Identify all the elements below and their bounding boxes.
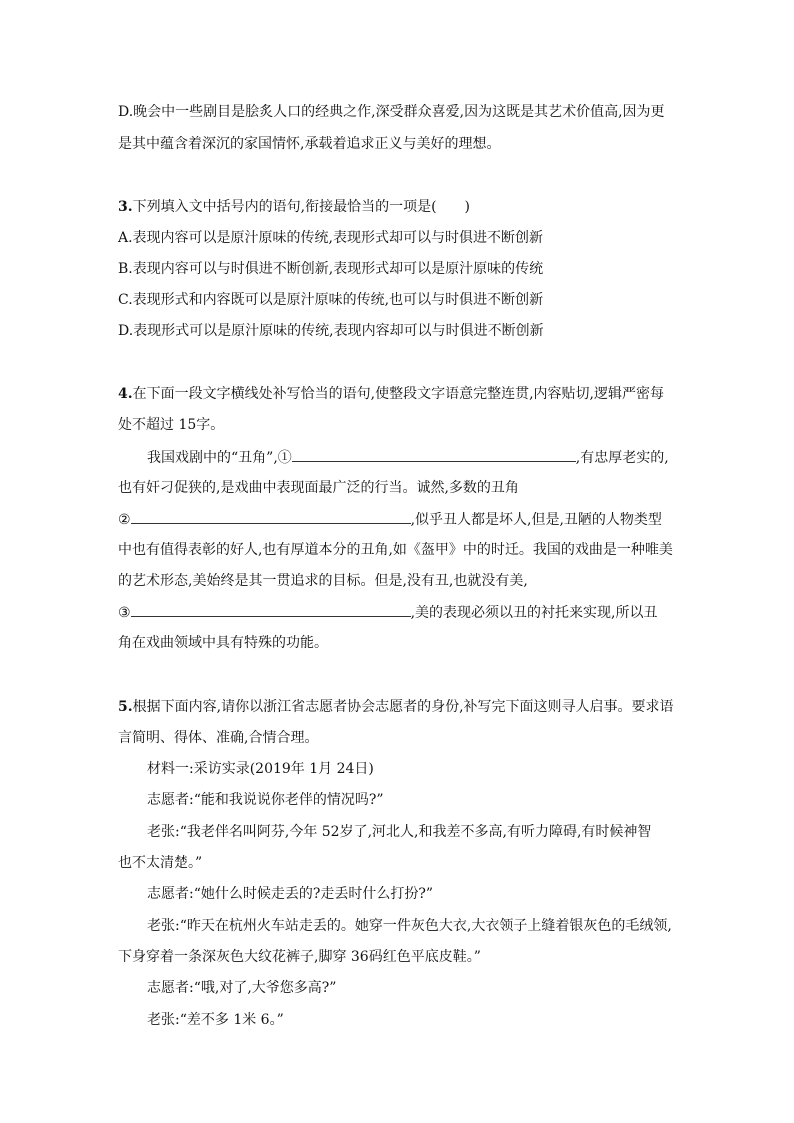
passage-line-2: 也有奸刁促狭的,是戏曲中表现面最广泛的行当。诚然,多数的丑角 <box>118 480 519 496</box>
dialogue-line: 老张:“我老伴名叫阿芬,今年 52岁了,河北人,和我差不多高,有听力障碍,有时候神智 <box>147 824 652 840</box>
material-heading: 材料一:采访实录(2019年 1月 24日) <box>147 761 374 777</box>
question-4-stem-2: 处不超过 15字。 <box>118 417 225 433</box>
passage-text: ,有忠厚老实的, <box>575 450 669 466</box>
dialogue-line: 老张:“差不多 1米 6。” <box>147 1012 284 1028</box>
question-stem: 根据下面内容,请你以浙江省志愿者协会志愿者的身份,补写完下面这则寻人启事。要求语 <box>132 699 674 715</box>
passage-line-6 <box>118 603 657 622</box>
passage-line-4: 中也有值得表彰的好人,也有厚道本分的丑角,如《盔甲》中的时迁。我国的戏曲是一种唯美 <box>118 542 673 558</box>
passage-line-7: 角在戏曲领域中具有特殊的功能。 <box>118 635 328 651</box>
passage-text: ② <box>118 512 131 528</box>
option-b: B.表现内容可以与时俱进不断创新,表现形式却可以是原汁原味的传统 <box>118 261 544 277</box>
dialogue-line: 志愿者:“哦,对了,大爷您多高?” <box>147 980 337 996</box>
answer-blank-2[interactable] <box>131 510 411 524</box>
dialogue-line: 下身穿着一条深灰色大纹花裤子,脚穿 36码红色平底皮鞋。” <box>118 949 481 965</box>
passage-line-5: 的艺术形态,美始终是其一贯追求的目标。但是,没有丑,也就没有美, <box>118 573 528 589</box>
question-3-stem <box>118 198 470 216</box>
option-d-line-1: D.晚会中一些剧目是脍炙人口的经典之作,深受群众喜爱,因为这既是其艺术价值高,因为更 <box>118 104 665 120</box>
answer-blank-1[interactable] <box>292 448 576 462</box>
question-number: 5. <box>118 699 133 715</box>
question-4-stem-1 <box>118 385 664 403</box>
option-a: A.表现内容可以是原汁原味的传统,表现形式却可以与时俱进不断创新 <box>118 230 544 246</box>
question-5-stem-1 <box>118 698 674 716</box>
passage-text: ③ <box>118 605 131 621</box>
passage-text: ,似乎丑人都是坏人,但是,丑陋的人物类型 <box>410 512 662 528</box>
passage-text: 我国戏剧中的“丑角”,① <box>147 450 292 466</box>
option-d: D.表现形式可以是原汁原味的传统,表现内容却可以与时俱进不断创新 <box>118 323 544 339</box>
question-5-stem-2: 言简明、得体、准确,合情合理。 <box>118 730 319 746</box>
passage-line-1 <box>147 448 669 467</box>
question-stem: 在下面一段文字横线处补写恰当的语句,使整段文字语意完整连贯,内容贴切,逻辑严密每 <box>132 386 664 402</box>
dialogue-line: 志愿者:“她什么时候走丢的?走丢时什么打扮?” <box>147 886 434 902</box>
passage-line-3 <box>118 510 662 529</box>
answer-blank-3[interactable] <box>131 603 411 617</box>
question-number: 3. <box>118 199 133 215</box>
option-d-line-2: 是其中蕴含着深沉的家国情怀,承载着追求正义与美好的理想。 <box>118 136 501 152</box>
option-c: C.表现形式和内容既可以是原汁原味的传统,也可以与时俱进不断创新 <box>118 292 544 308</box>
passage-text: ,美的表现必须以丑的衬托来实现,所以丑 <box>410 605 658 621</box>
question-stem: 下列填入文中括号内的语句,衔接最恰当的一项是( ) <box>132 199 470 215</box>
dialogue-line: 老张:“昨天在杭州火车站走丢的。她穿一件灰色大衣,大衣领子上缝着银灰色的毛绒领, <box>147 918 672 934</box>
dialogue-line: 也不太清楚。” <box>118 855 203 871</box>
dialogue-line: 志愿者:“能和我说说你老伴的情况吗?” <box>147 792 384 808</box>
question-number: 4. <box>118 386 133 402</box>
